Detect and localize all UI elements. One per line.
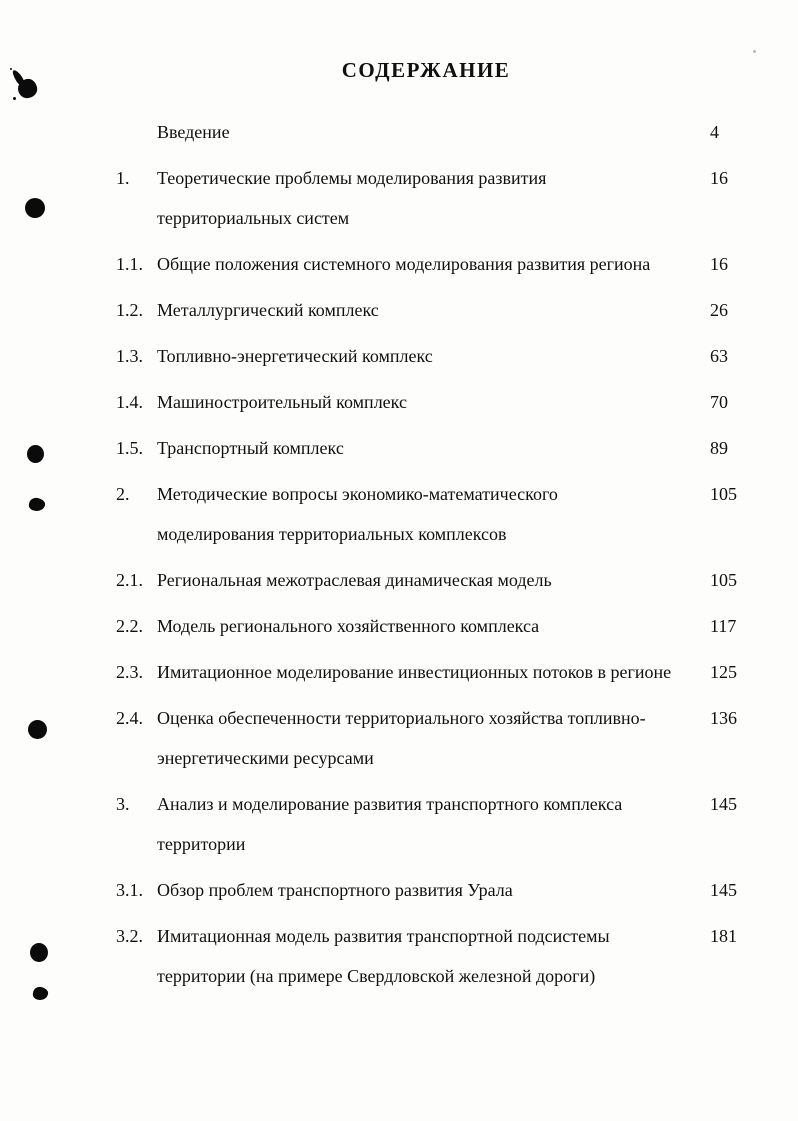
toc-entry-number: 2.1. (116, 570, 143, 590)
toc-entry-title-line: Анализ и моделирование развития транспортного комплекса (157, 794, 623, 814)
toc-entry-title (157, 336, 710, 376)
toc-entry-page-number: 89 (710, 438, 728, 458)
toc-entry-page-number: 4 (710, 122, 719, 142)
toc-entry-page-number: 70 (710, 392, 728, 412)
ink-speck-artifact (13, 97, 16, 100)
toc-entry-title-line: Модель регионального хозяйственного комплекса (157, 616, 540, 636)
toc-entry-page-number: 145 (710, 794, 737, 814)
toc-entry-title-line: Обзор проблем транспортного развития Урала (157, 880, 513, 900)
ink-speck-artifact (10, 68, 12, 70)
toc-entry (116, 560, 736, 600)
toc-entry-number: 1. (116, 168, 130, 188)
toc-entry-title (157, 290, 710, 330)
toc-entry (116, 290, 736, 330)
scan-speck-artifact (753, 50, 756, 53)
toc-entry-page-number: 105 (710, 484, 737, 504)
toc-entry-title (157, 606, 710, 646)
toc-entry-number: 2.3. (116, 662, 143, 682)
toc-entry-page-number: 105 (710, 570, 737, 590)
ink-blob-artifact (32, 986, 49, 1001)
toc-list (116, 112, 736, 996)
toc-entry-title-line: Теоретические проблемы моделирования развития (157, 168, 547, 188)
toc-entry-title (157, 870, 710, 910)
toc-entry-title (157, 112, 710, 152)
toc-entry-title-line: Оценка обеспеченности территориального хозяйства топливно- (157, 708, 646, 728)
toc-entry (116, 784, 736, 864)
toc-entry-title (157, 382, 710, 422)
toc-entry-title-line: территории (157, 834, 246, 854)
toc-entry-title-line: Методические вопросы экономико-математического (157, 484, 558, 504)
toc-entry-number: 1.2. (116, 300, 143, 320)
toc-entry-page-number: 145 (710, 880, 737, 900)
toc-entry-title (157, 784, 710, 864)
toc-entry-page-number: 63 (710, 346, 728, 366)
toc-entry (116, 158, 736, 238)
ink-dot-artifact (25, 198, 45, 218)
toc-entry-title-line: Имитационное моделирование инвестиционных потоков в регионе (157, 662, 672, 682)
toc-entry-title-line: Общие положения системного моделирования развития региона (157, 254, 651, 274)
document-content (116, 56, 736, 1002)
toc-entry-page-number: 181 (710, 926, 737, 946)
toc-entry-title-line: Имитационная модель развития транспортной подсистемы (157, 926, 610, 946)
ink-dot-artifact (30, 943, 48, 962)
toc-entry-title-line: Металлургический комплекс (157, 300, 379, 320)
toc-entry-title-line: Региональная межотраслевая динамическая модель (157, 570, 552, 590)
toc-entry (116, 382, 736, 422)
toc-entry-title (157, 698, 710, 778)
toc-entry-number: 2. (116, 484, 130, 504)
toc-entry-page-number: 136 (710, 708, 737, 728)
toc-entry-number: 3.1. (116, 880, 143, 900)
toc-entry-title (157, 474, 710, 554)
toc-entry (116, 698, 736, 778)
toc-entry-title (157, 428, 710, 468)
page-title: СОДЕРЖАНИЕ (341, 58, 511, 82)
toc-entry-title-line: энергетическими ресурсами (157, 748, 374, 768)
toc-entry-page-number: 16 (710, 168, 728, 188)
toc-entry-title-line: Транспортный комплекс (157, 438, 344, 458)
toc-entry-number: 3. (116, 794, 130, 814)
toc-entry-number: 1.5. (116, 438, 143, 458)
toc-entry (116, 870, 736, 910)
toc-entry (116, 428, 736, 468)
toc-entry-page-number: 125 (710, 662, 737, 682)
toc-entry (116, 336, 736, 376)
toc-entry-page-number: 117 (710, 616, 737, 636)
toc-entry-number (116, 112, 157, 152)
toc-entry (116, 244, 736, 284)
toc-entry (116, 916, 736, 996)
toc-entry-title-line: Введение (157, 122, 230, 142)
ink-blob-artifact (28, 497, 46, 512)
toc-entry-page-number: 26 (710, 300, 728, 320)
toc-entry-title-line: Топливно-энергетический комплекс (157, 346, 433, 366)
ink-dot-artifact (28, 720, 47, 739)
toc-entry-title-line: моделирования территориальных комплексов (157, 524, 507, 544)
toc-entry-number: 2.2. (116, 616, 143, 636)
toc-entry-number: 1.1. (116, 254, 143, 274)
toc-entry-title-line: территориальных систем (157, 208, 350, 228)
toc-entry (116, 474, 736, 554)
toc-entry-page-number: 16 (710, 254, 728, 274)
toc-entry-title (157, 916, 710, 996)
toc-entry-title-line: Машиностроительный комплекс (157, 392, 407, 412)
toc-entry (116, 606, 736, 646)
toc-entry-number: 1.3. (116, 346, 143, 366)
toc-entry (116, 652, 736, 692)
toc-entry-title-line: территории (на примере Свердловской железной дороги) (157, 966, 596, 986)
toc-entry-number: 2.4. (116, 708, 143, 728)
toc-entry-title (157, 652, 710, 692)
toc-entry-number: 1.4. (116, 392, 143, 412)
toc-entry-title (157, 158, 710, 238)
ink-dot-artifact (27, 445, 44, 463)
toc-entry-title (157, 244, 710, 284)
toc-entry (116, 112, 736, 152)
toc-entry-title (157, 560, 710, 600)
toc-entry-number: 3.2. (116, 926, 143, 946)
